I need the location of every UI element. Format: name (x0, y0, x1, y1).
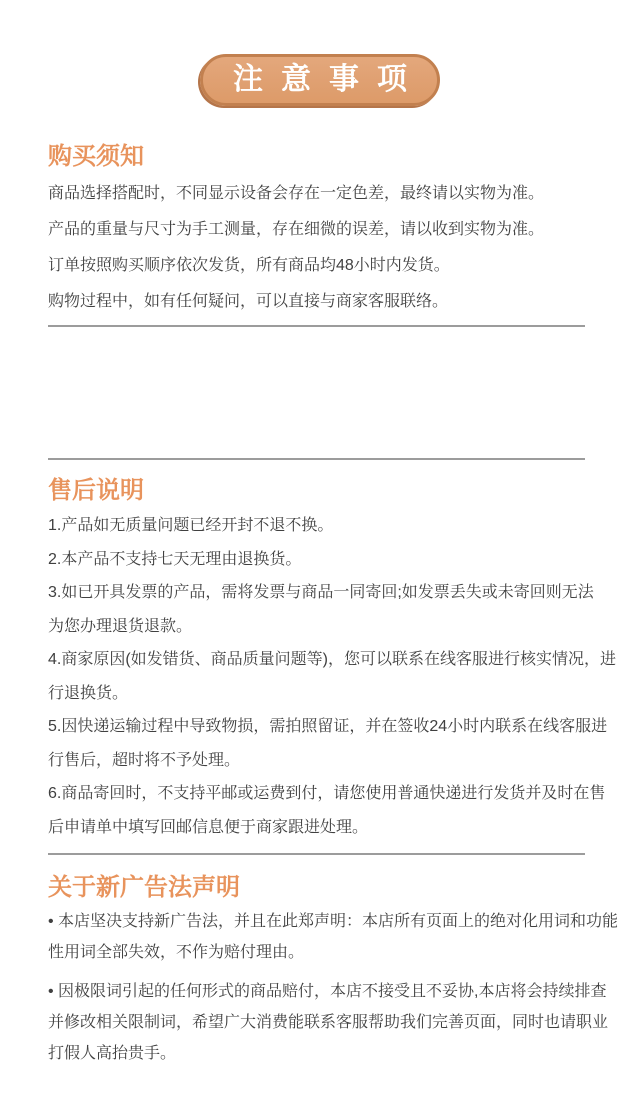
ad-law-title: 关于新广告法声明 (48, 874, 240, 901)
banner-title: 注意事项 (233, 63, 425, 96)
text-line: 性用词全部失效，不作为赔付理由。 (48, 944, 305, 961)
text-line: 购物过程中，如有任何疑问，可以直接与商家客服联络。 (48, 293, 449, 310)
text-line: 1.产品如无质量问题已经开封不退不换。 (48, 517, 334, 534)
section-divider (48, 458, 585, 460)
text-line: 产品的重量与尺寸为手工测量，存在细微的误差，请以收到实物为准。 (48, 221, 545, 238)
text-line: 订单按照购买顺序依次发货，所有商品均48小时内发货。 (48, 257, 450, 274)
text-line: 并修改相关限制词，希望广大消费能联系客服帮助我们完善页面，同时也请职业 (48, 1014, 609, 1031)
text-line: 2.本产品不支持七天无理由退换货。 (48, 550, 302, 568)
text-line: 5.因快递运输过程中导致物损，需拍照留证，并在签收24小时内联系在线客服进 (48, 718, 608, 735)
section-divider (48, 853, 585, 855)
section-divider (48, 325, 585, 327)
text-line: 行退换货。 (48, 684, 129, 702)
purchase-notes-body (48, 176, 544, 320)
text-line: 3.如已开具发票的产品，需将发票与商品一同寄回;如发票丢失或未寄回则无法 (48, 584, 594, 601)
after-sales-body (48, 509, 616, 844)
text-line: 6.商品寄回时，不支持平邮或运费到付，请您使用普通快递进行发货并及时在售 (48, 785, 606, 802)
text-line: 后申请单中填写回邮信息便于商家跟进处理。 (48, 818, 369, 836)
after-sales-title: 售后说明 (48, 477, 144, 504)
text-line: • 本店坚决支持新广告法，并且在此郑声明：本店所有页面上的绝对化用词和功能 (48, 913, 619, 930)
text-line: 4.商家原因(如发错货、商品质量问题等)，您可以联系在线客服进行核实情况，进 (48, 651, 617, 668)
text-line: 行售后，超时将不予处理。 (48, 751, 241, 769)
text-line: 商品选择搭配时，不同显示设备会存在一定色差，最终请以实物为准。 (48, 185, 545, 202)
ad-law-paragraph-1 (48, 906, 618, 968)
purchase-notes-title: 购买须知 (48, 143, 144, 170)
ad-law-paragraph-2 (48, 976, 608, 1069)
text-line: 打假人高抬贵手。 (48, 1045, 177, 1062)
text-line: 为您办理退货退款。 (48, 617, 193, 635)
notice-banner (200, 54, 440, 106)
text-line: • 因极限词引起的任何形式的商品赔付，本店不接受且不妥协,本店将会持续排查 (48, 983, 607, 1000)
